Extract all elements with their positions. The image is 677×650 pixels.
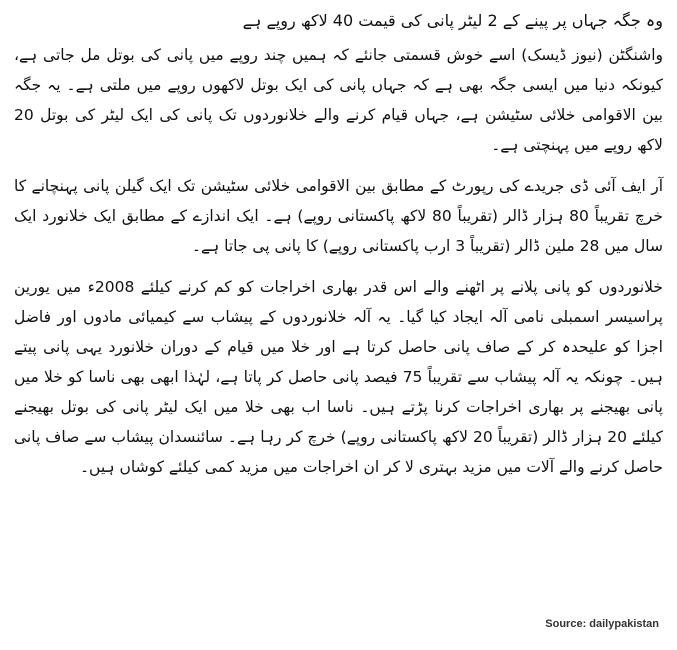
article (14, 6, 663, 493)
article-paragraph: آر ایف آئی ڈی جریدے کی رپورٹ کے مطابق بین الاقوامی خلائی سٹیشن تک ایک گیلن پانی پہنچانے کا خرچ تقریباً 80 ہزار ڈالر (تقریباً 80 لاکھ پاکستانی روپے) ہے۔ ایک اندازے کے مطابق ایک خلانورد ایک سال میں 28 ملین ڈالر (تقریباً 3 ارب پاکستانی روپے) کا پانی پی جاتا ہے۔ (14, 177, 663, 255)
article-paragraph: خلانوردوں کو پانی پلانے پر اٹھنے والے اس قدر بھاری اخراجات کو کم کرنے کیلئے 2008ء میں یورین پراسیسر اسمبلی نامی آلہ ایجاد کیا گیا۔ یہ آلہ خلانوردوں کے پیشاب سے کیمیائی مادوں اور فاضل اجزا کو علیحدہ کر کے صاف پانی حاصل کرتا ہے اور خلا میں قیام کے دوران خلانورد یہی پانی پیتے ہیں۔ چونکہ یہ آلہ پیشاب سے تقریباً 75 فیصد پانی حاصل کر پاتا ہے، لہٰذا ابھی بھی ناسا کو خلا میں پانی بھیجنے پر بھاری اخراجات کرنا پڑتے ہیں۔ ناسا اب بھی خلا میں ایک لیٹر پانی کی بوتل بھیجنے کیلئے 20 ہزار ڈالر (تقریباً 20 لاکھ پاکستانی روپے) خرچ کر رہا ہے۔ سائنسدان پیشاب سے صاف پانی حاصل کرنے والے آلات میں مزید بہتری لا کر ان اخراجات میں مزید کمی کیلئے کوشاں ہیں۔ (14, 278, 664, 476)
article-headline: وہ جگہ جہاں پر پینے کے 2 لیٹر پانی کی قیمت 40 لاکھ روپے ہے (242, 11, 663, 30)
source-credit: Source: dailypakistan (545, 618, 659, 630)
article-paragraph: واشنگٹن (نیوز ڈیسک) اسے خوش قسمتی جانئے کہ ہمیں چند روپے میں پانی کی بوتل مل جاتی ہے، کیونکہ دنیا میں ایسی جگہ بھی ہے کہ جہاں پانی کی ایک بوتل لاکھوں روپے میں ملتی ہے۔ یہ جگہ بین الاقوامی خلائی سٹیشن ہے، جہاں قیام کرنے والے خلانوردوں تک پانی کی ایک لیٹر کی بوتل 20 لاکھ روپے میں پہنچتی ہے۔ (14, 46, 663, 154)
